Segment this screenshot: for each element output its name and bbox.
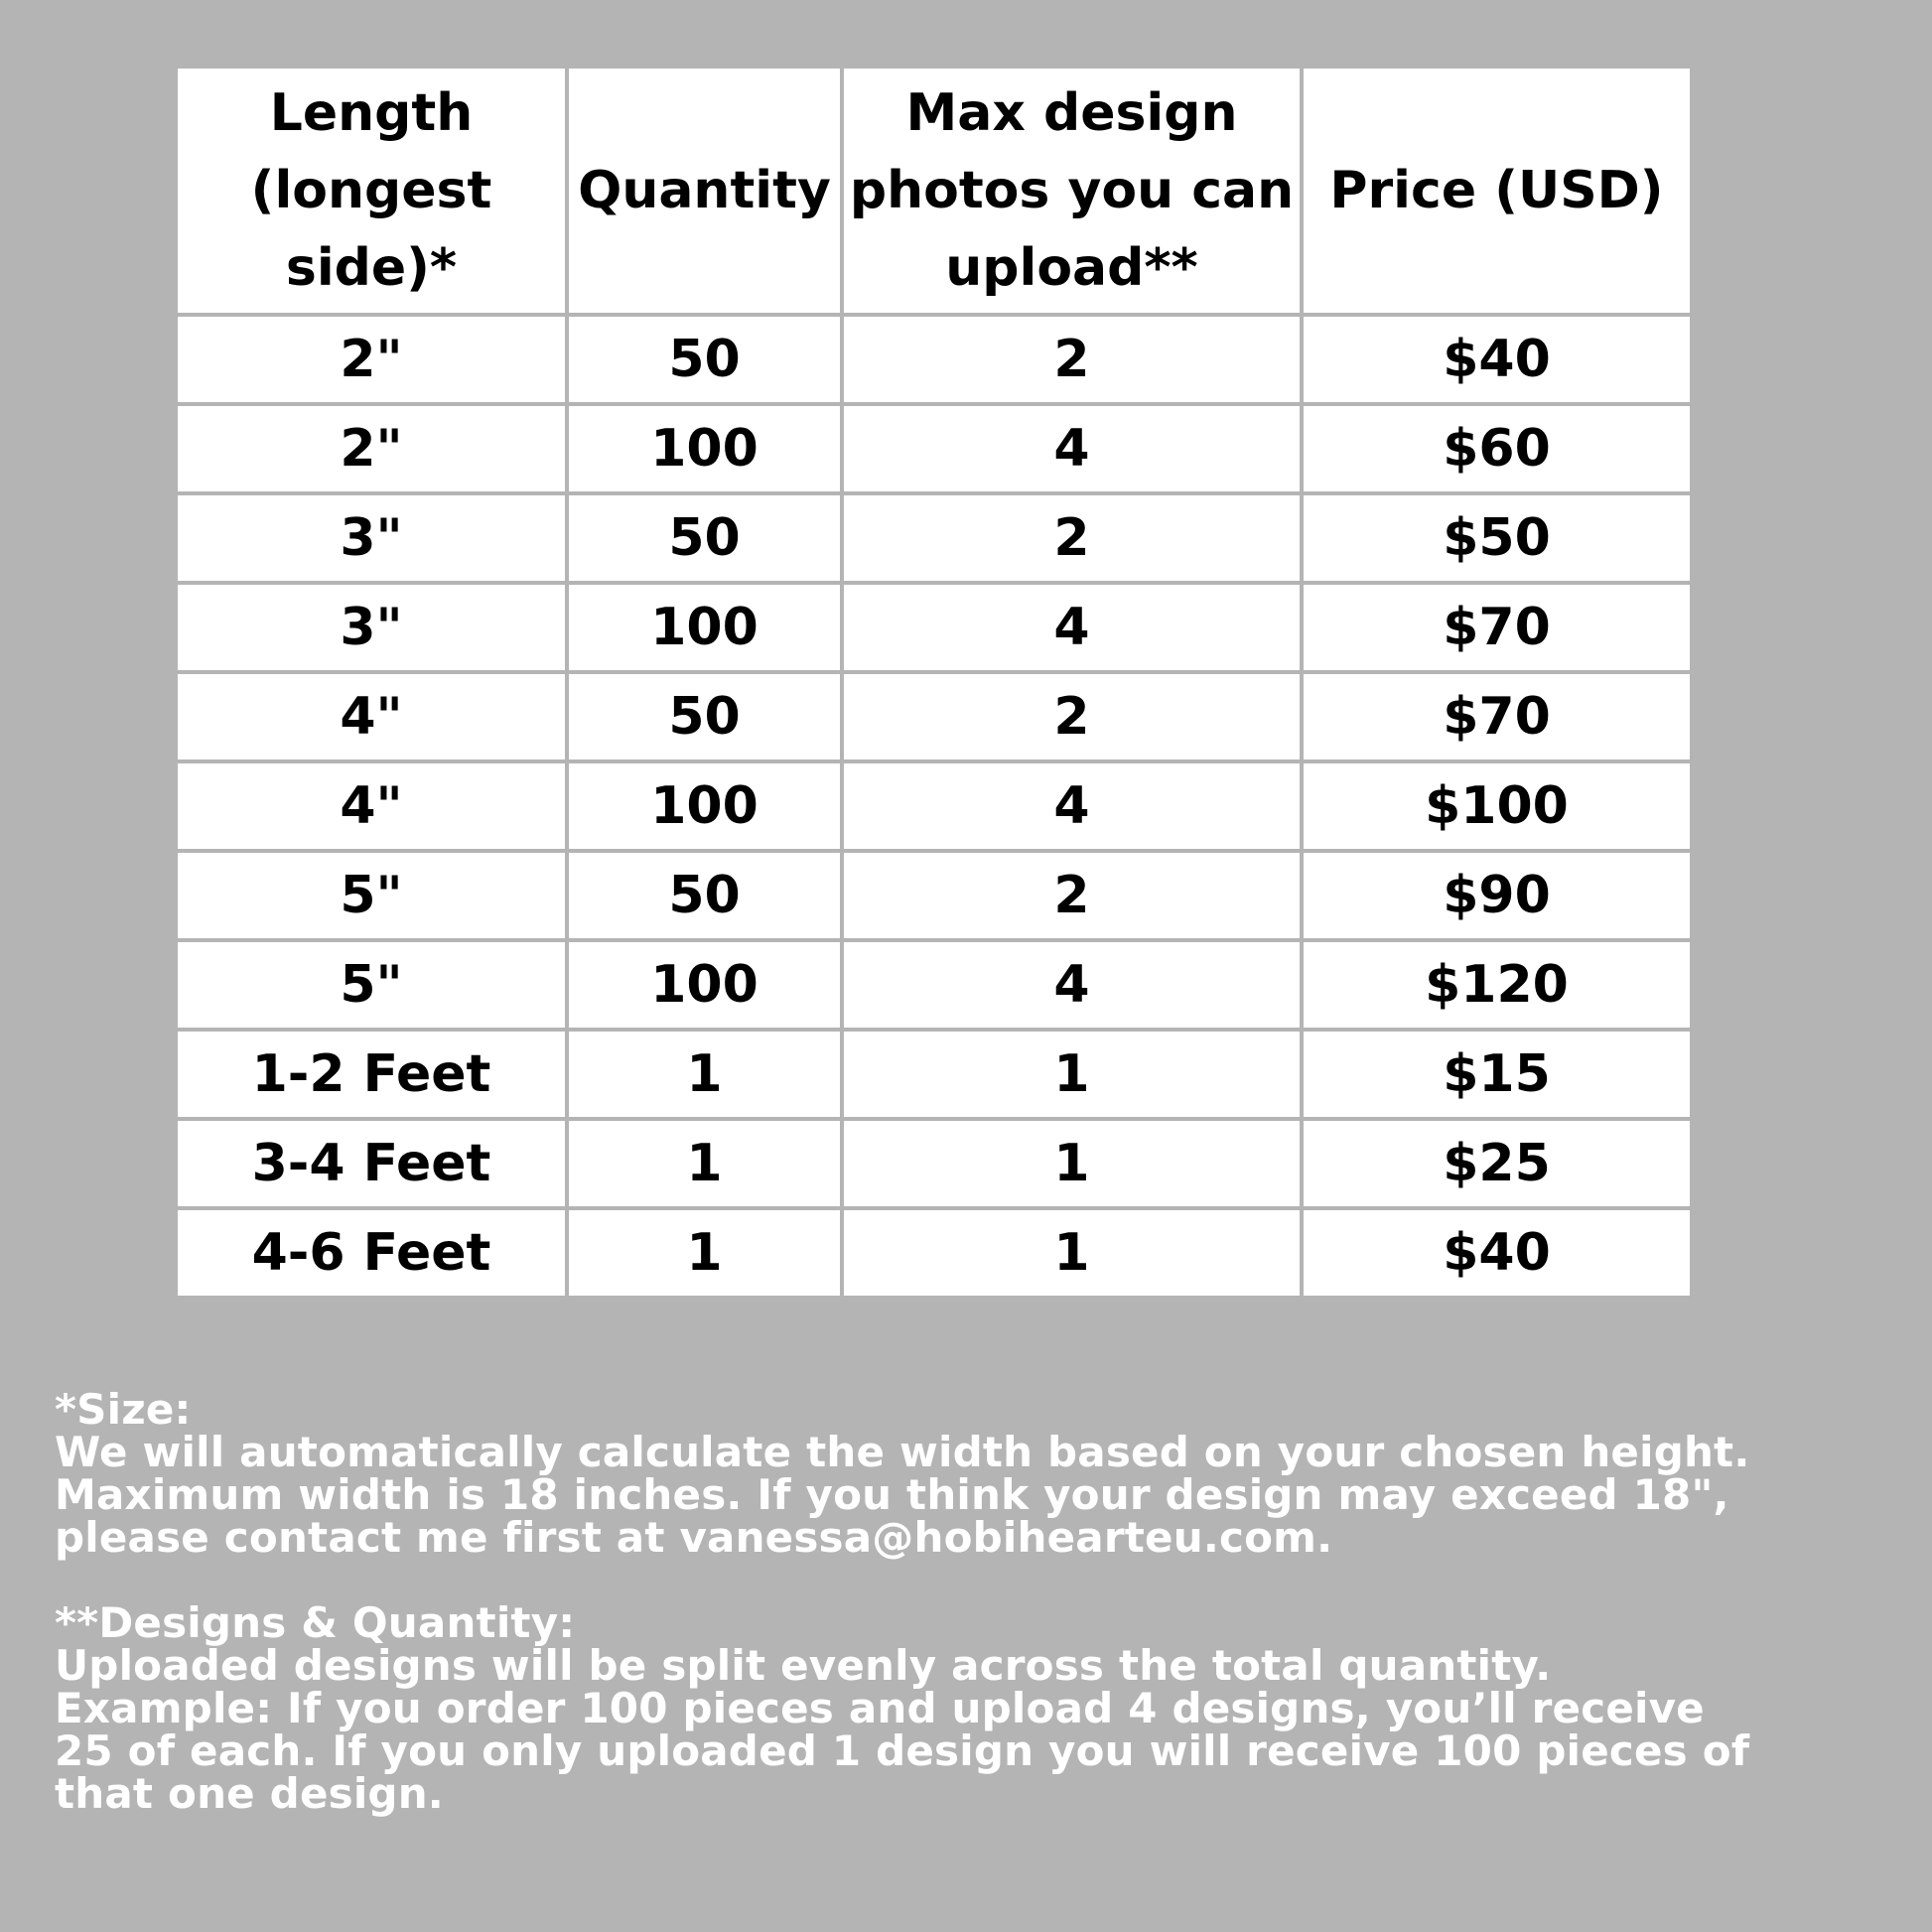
size-note-line: Maximum width is 18 inches. If you think your design may exceed 18", <box>55 1470 1729 1519</box>
cell-max-designs: 2 <box>842 851 1302 940</box>
table-row <box>176 583 1692 672</box>
note-spacer <box>55 1559 1911 1601</box>
table-row <box>176 761 1692 851</box>
cell-max-designs: 1 <box>842 1119 1302 1208</box>
size-note-line: please contact me first at vanessa@hobiheartеu.com. <box>55 1513 1333 1562</box>
table-row <box>176 851 1692 940</box>
cell-price: $120 <box>1302 940 1692 1030</box>
table-row <box>176 404 1692 493</box>
cell-length: 2" <box>176 315 567 404</box>
header-max-designs: Max design photos you can upload** <box>842 67 1302 315</box>
cell-length: 3" <box>176 493 567 583</box>
cell-length: 3-4 Feet <box>176 1119 567 1208</box>
header-price: Price (USD) <box>1302 67 1692 315</box>
cell-length: 5" <box>176 940 567 1030</box>
price-table <box>174 65 1694 1300</box>
cell-max-designs: 2 <box>842 672 1302 761</box>
table-row <box>176 315 1692 404</box>
cell-length: 5" <box>176 851 567 940</box>
cell-max-designs: 4 <box>842 761 1302 851</box>
table-row <box>176 493 1692 583</box>
table-row <box>176 940 1692 1030</box>
cell-quantity: 50 <box>567 493 842 583</box>
cell-max-designs: 1 <box>842 1208 1302 1298</box>
cell-price: $15 <box>1302 1030 1692 1119</box>
cell-price: $40 <box>1302 315 1692 404</box>
designs-note-title: **Designs & Quantity: <box>55 1598 576 1647</box>
cell-max-designs: 1 <box>842 1030 1302 1119</box>
cell-price: $70 <box>1302 672 1692 761</box>
header-quantity: Quantity <box>567 67 842 315</box>
cell-price: $40 <box>1302 1208 1692 1298</box>
header-length: Length (longest side)* <box>176 67 567 315</box>
cell-max-designs: 4 <box>842 583 1302 672</box>
cell-price: $60 <box>1302 404 1692 493</box>
designs-note-line: Example: If you order 100 pieces and upload 4 designs, you’ll receive <box>55 1684 1705 1732</box>
cell-quantity: 1 <box>567 1119 842 1208</box>
cell-quantity: 1 <box>567 1208 842 1298</box>
table-row <box>176 1030 1692 1119</box>
table-row <box>176 672 1692 761</box>
cell-quantity: 100 <box>567 940 842 1030</box>
cell-length: 4" <box>176 672 567 761</box>
cell-quantity: 100 <box>567 404 842 493</box>
cell-quantity: 50 <box>567 851 842 940</box>
cell-price: $50 <box>1302 493 1692 583</box>
cell-length: 1-2 Feet <box>176 1030 567 1119</box>
cell-price: $100 <box>1302 761 1692 851</box>
cell-quantity: 1 <box>567 1030 842 1119</box>
cell-length: 3" <box>176 583 567 672</box>
designs-note-line: Uploaded designs will be split evenly across the total quantity. <box>55 1641 1552 1690</box>
cell-price: $25 <box>1302 1119 1692 1208</box>
size-note-line: We will automatically calculate the width based on your chosen height. <box>55 1428 1750 1476</box>
header-row <box>176 67 1692 315</box>
cell-quantity: 50 <box>567 315 842 404</box>
designs-note-line: that one design. <box>55 1769 444 1818</box>
cell-price: $70 <box>1302 583 1692 672</box>
table-row <box>176 1119 1692 1208</box>
cell-max-designs: 4 <box>842 404 1302 493</box>
footnotes <box>55 1385 1911 1818</box>
cell-length: 4-6 Feet <box>176 1208 567 1298</box>
cell-quantity: 100 <box>567 761 842 851</box>
cell-max-designs: 2 <box>842 493 1302 583</box>
size-note-title: *Size: <box>55 1385 192 1434</box>
cell-max-designs: 2 <box>842 315 1302 404</box>
table-row <box>176 1208 1692 1298</box>
cell-quantity: 100 <box>567 583 842 672</box>
cell-max-designs: 4 <box>842 940 1302 1030</box>
cell-quantity: 50 <box>567 672 842 761</box>
cell-length: 4" <box>176 761 567 851</box>
designs-note-line: 25 of each. If you only uploaded 1 design you will receive 100 pieces of <box>55 1726 1750 1775</box>
cell-length: 2" <box>176 404 567 493</box>
cell-price: $90 <box>1302 851 1692 940</box>
